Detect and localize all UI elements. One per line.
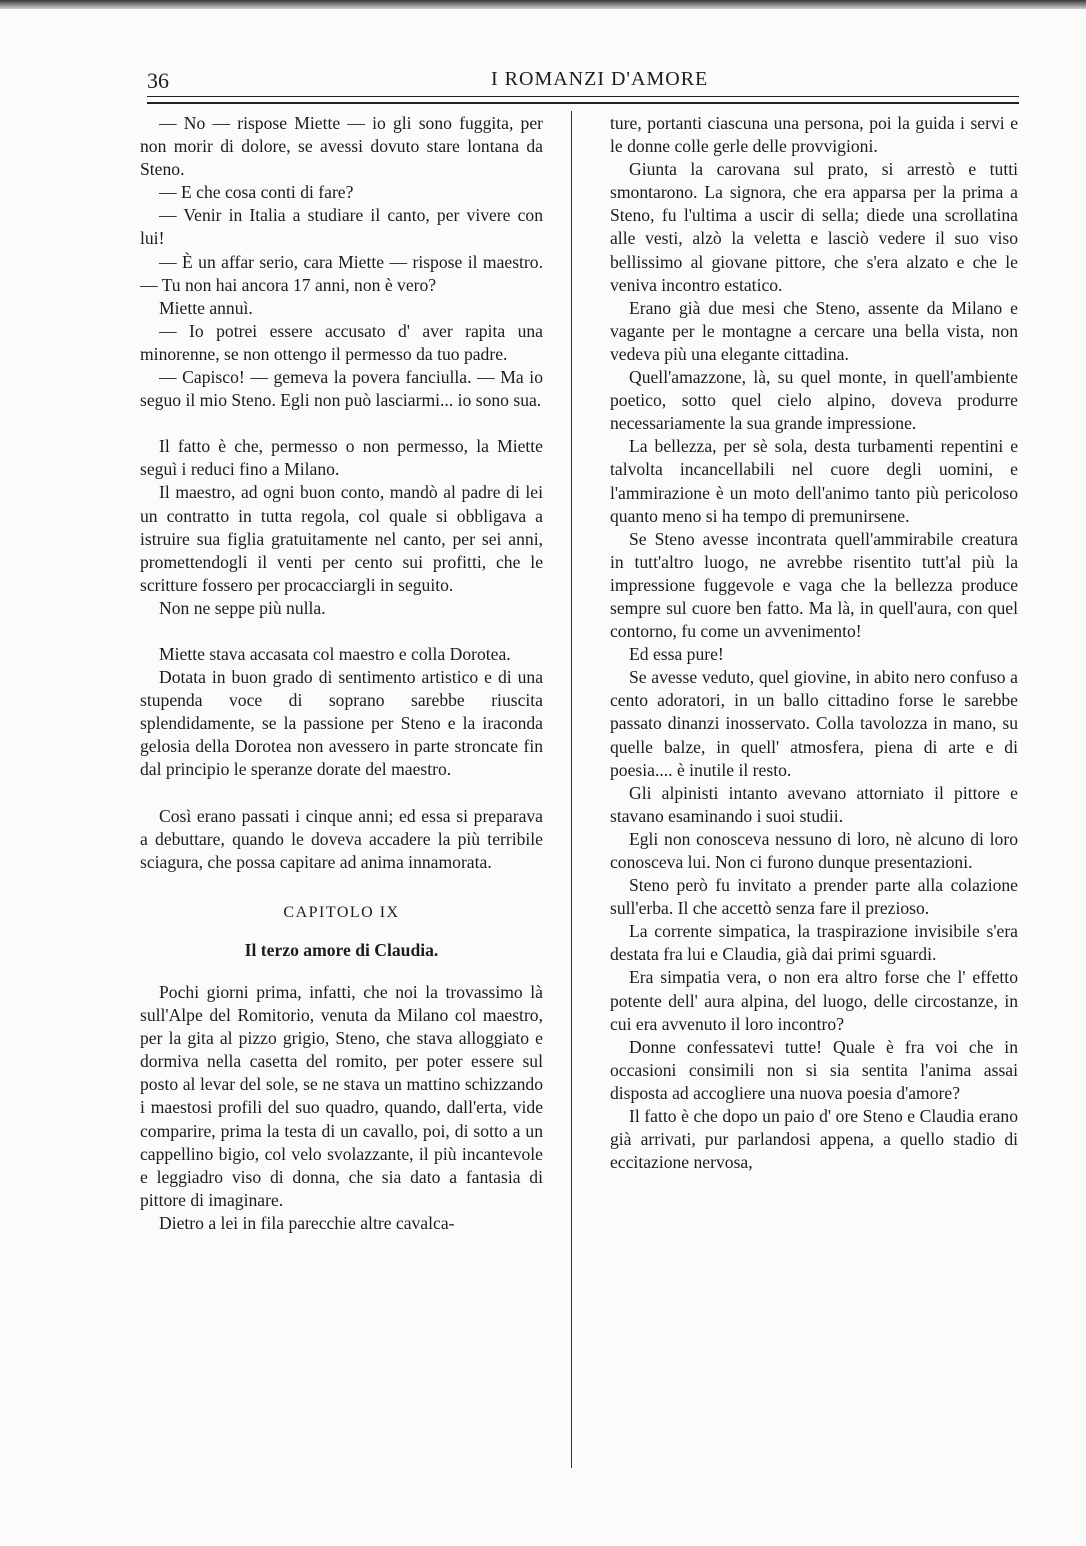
paragraph: Il maestro, ad ogni buon conto, mandò al padre di lei un contratto in tutta regola, col quale si obbligava a istruire sua figlia gratuitamente nel canto, per sei anni, promettendogli il venti per cento sui profitti, che le scritture fossero per procacciargli in seguito. [140, 482, 543, 595]
paragraph: Se Steno avesse incontrata quell'ammirabile creatura in tutt'altro luogo, ne avrebbe risentito tutt'al più la impressione fuggevole e vaga che la bellezza produce sempre sul cuore ben fatto. Ma là, in quell'aura, con quel contorno, fu come un avvenimento! [610, 528, 1018, 642]
column-divider [571, 111, 572, 1468]
paragraph: Era simpatia vera, o non era altro forse che l' effetto potente dell' aura alpina, del luogo, delle circostanze, in cui era avvenuto il loro incontro? [610, 967, 1018, 1034]
page-number: 36 [147, 68, 169, 93]
paragraph: Miette annuì. [159, 297, 253, 318]
paragraph: La corrente simpatica, la traspirazione invisibile s'era destata fra lui e Claudia, già dai primi sguardi. [610, 921, 1018, 965]
paragraph: Pochi giorni prima, infatti, che noi la trovassimo là sull'Alpe del Romitorio, venuta da Milano col maestro, per la gita al pizzo grigio, Steno, che stava alloggiato e dormiva nella casetta del romito, per poter essere sul posto al levar del sole, se ne stava un mattino schizzando i maestosi profili del suo quadro, quando, dall'erta, vide comparire, prima la testa di un cavallo, poi, di sotto a un cappellino bigio, col velo svolazzante, il più incantevole e leggiadro viso di donna, che sia dato a fantasia di pittore di imaginare. [140, 982, 543, 1210]
paragraph: Se avesse veduto, quel giovine, in abito nero confuso a cento adoratori, in un ballo cittadino forse le sarebbe passato dinanzi inosservato. Colla tavolozza in mano, su quelle balze, in quell' atmosfera, piena di arte e di poesia.... è inutile il resto. [610, 667, 1018, 780]
paragraph: Egli non conosceva nessuno di loro, nè alcuno di loro conosceva lui. Non ci furono dunque presentazioni. [610, 828, 1018, 872]
paragraph: — E che cosa conti di fare? [159, 182, 354, 203]
header-rule [147, 96, 1019, 97]
running-title: I ROMANZI D'AMORE [491, 68, 709, 90]
paragraph: — Capisco! — gemeva la povera fanciulla. — Ma io seguo il mio Steno. Egli non può lasciarmi... io sono sua. [140, 367, 543, 411]
paragraph: — No — rispose Miette — io gli sono fuggita, per non morir di dolore, se avessi dovuto stare lontana da Steno. [140, 113, 543, 180]
paragraph: La bellezza, per sè sola, desta turbamenti repentini e talvolta incancellabili nel cuore degli uomini, e l'ammirazione è un moto dell'animo tanto più pericoloso quanto meno si ha tempo di premunirsene. [610, 436, 1018, 526]
paragraph: Non ne seppe più nulla. [159, 597, 326, 618]
paragraph: Il fatto è che, permesso o non permesso, la Miette seguì i reduci fino a Milano. [140, 436, 543, 480]
paragraph: Donne confessatevi tutte! Quale è fra voi che in occasioni consimili non si sia sentita l'anima assai disposta ad accogliere una nuova poesia d'amore? [610, 1036, 1018, 1103]
paragraph: — Venir in Italia a studiare il canto, per vivere con lui! [140, 205, 543, 249]
paragraph: Dietro a lei in fila parecchie altre cavalca- [159, 1212, 455, 1233]
header-rule-thick [147, 102, 1019, 104]
paragraph: Ed essa pure! [629, 644, 724, 665]
paragraph: Erano già due mesi che Steno, assente da Milano e vagante per le montagne a cercare una bella vista, non vedeva più una elegante cittadina. [610, 297, 1018, 364]
paragraph: — È un affar serio, cara Miette — rispose il maestro. — Tu non hai ancora 17 anni, non è vero? [140, 251, 543, 295]
chapter-title: Il terzo amore di Claudia. [244, 939, 439, 960]
paragraph: Così erano passati i cinque anni; ed essa si preparava a debuttare, quando le doveva accadere la più terribile sciagura, che possa capitare ad anima innamorata. [140, 805, 543, 872]
scan-edge [0, 0, 1086, 9]
chapter-number: CAPITOLO IX [283, 903, 400, 921]
right-column [610, 112, 1018, 1174]
left-column [140, 112, 543, 1235]
paragraph: Quell'amazzone, là, su quel monte, in quell'ambiente poetico, sotto quel cielo alpino, doveva produrre necessariamente la sua grande impressione. [610, 367, 1018, 434]
paragraph: Giunta la carovana sul prato, si arrestò e tutti smontarono. La signora, che era apparsa per la prima a Steno, fu l'ultima a uscir di sella; diede una scrollatina alle vesti, alzò la veletta e lasciò vedere il suo viso bellissimo al giovane pittore, che s'era alzato e che le veniva incontro estatico. [610, 159, 1018, 295]
paragraph: — Io potrei essere accusato d' aver rapita una minorenne, se non ottengo il permesso da tuo padre. [140, 320, 543, 364]
paragraph: Steno però fu invitato a prender parte alla colazione sull'erba. Il che accettò senza fare il prezioso. [610, 875, 1018, 919]
paragraph: Miette stava accasata col maestro e colla Dorotea. [159, 643, 511, 664]
paragraph: Il fatto è che dopo un paio d' ore Steno e Claudia erano già arrivati, pur parlandosi appena, a quello stadio di eccitazione nervosa, [610, 1106, 1018, 1173]
paragraph: Gli alpinisti intanto avevano attorniato il pittore e stavano esaminando i suoi studii. [610, 782, 1018, 826]
paragraph: ture, portanti ciascuna una persona, poi la guida i servi e le donne colle gerle delle provvigioni. [610, 113, 1018, 157]
paragraph: Dotata in buon grado di sentimento artistico e di una stupenda voce di soprano sarebbe riuscita splendidamente, se la passione per Steno e la iraconda gelosia della Dorotea non avessero in parte stroncate fin dal principio le speranze dorate del maestro. [140, 667, 543, 780]
